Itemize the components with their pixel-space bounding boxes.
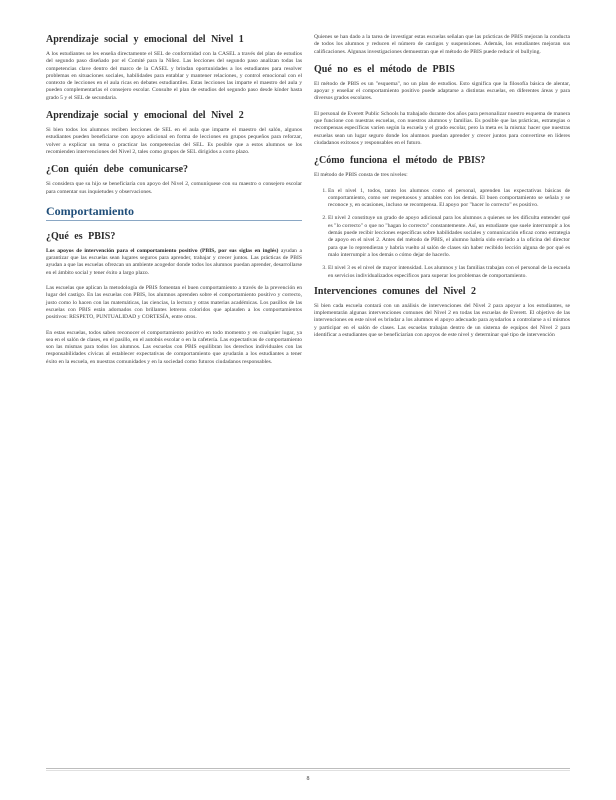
paragraph-three-tiers: El método de PBIS consta de tres niveles: (314, 172, 408, 179)
page-number: 8 (306, 776, 310, 782)
paragraph-sel-tier1: A los estudiantes se les enseña directamente el SEL de conformidad con la CASEL a través del plan de estudios del segundo paso diseñado por el Comité para la Niñez. Las lecciones del segundo paso analizan todas las competencias clave dentro del marco de la CASEL y brindan oportunidades a los estudiantes para resolver problemas en situaciones sociales, habilidades para entablar y mantener relaciones, y control emocional con el contexto de lecciones en el aula ricas en debates estudiantiles. Estas lecciones las imparte el maestro del aula y pueden complementarlas el consejero escolar. Consulte el plan de estudios del segundo paso desde kínder hasta grado 5 y el SEL de secundaria. (46, 51, 302, 101)
paragraph-contact: Si considera que su hijo se beneficiaría con apoyo del Nivel 2, comuníquese con su maestro o consejero escolar para comentar sus inquietudes y observaciones. (46, 181, 302, 195)
right-column (314, 34, 570, 347)
footer-divider (46, 768, 570, 769)
heading-what-is-pbis: ¿Qué es PBIS? (46, 230, 116, 242)
section-divider (46, 220, 302, 221)
heading-sel-tier1: Aprendizaje social y emocional del Nivel 1 (46, 34, 244, 45)
heading-how-pbis-works: ¿Cómo funciona el método de PBIS? (314, 155, 486, 167)
pbis-definition-text: ayudan a garantizar que las escuelas sean lugares seguros para aprender, trabajar y crecer juntos. Las prácticas de PBIS ayudan a que las escuelas ofrezcan un ambiente acogedor donde todos los alumnos puedan aprender, desarrollarse en el ámbito social y tener éxito a largo plazo. (46, 247, 302, 276)
paragraph-research: Quienes se han dado a la tarea de investigar estas escuelas señalan que las prácticas de PBIS mejoran la conducta de todos los alumnos y reducen el número de castigos y suspensiones. Además, los estudiantes mejoran sus calificaciones. Algunas investigaciones demuestran que el método de PBIS puede reducir el bullying. (314, 34, 570, 55)
paragraph-pbis-expectations: En estas escuelas, todos saben reconocer el comportamiento positivo en todo momento y en cualquier lugar, ya sea en el salón de clases, en el pasillo, en el autobús escolar o en la cafetería. Las expectativas de comportamiento son las mismas para todos los alumnos. Las escuelas con PBIS equilibran los derechos individuales con las responsabilidades cívicas al establecer expectativas de comportamiento que ayudarán a los estudiantes a tener éxito en la escuela, en nuestras comunidades y en la sociedad como futuros ciudadanos responsables. (46, 329, 302, 365)
paragraph-everett-staff: El personal de Everett Public Schools ha trabajado durante dos años para personalizar nuestro esquema de manera que funcione con nuestras escuelas, con nuestros alumnos y familias. Es posible que las prácticas, estrategias o recompensas específicas varíen según la escuela y el grado escolar, pero la meta es la misma: hacer que nuestras escuelas sean un lugar seguro donde los alumnos puedan aprender y crecer juntos para convertirse en líderes ciudadanos exitosos y responsables en el futuro. (314, 110, 570, 146)
left-column (46, 34, 302, 374)
paragraph-framework: El método de PBIS es un "esquema", no un plan de estudios. Esto significa que la filosofía básica de alentar, apoyar y enseñar el comportamiento positivo puede adaptarse a distintas escuelas, en diferentes áreas y para diversos grados escolares. (314, 80, 570, 102)
heading-tier2-interventions: Intervenciones comunes del Nivel 2 (314, 285, 476, 297)
heading-contact: ¿Con quién debe comunicarse? (46, 164, 189, 176)
list-item: 2. El nivel 2 constituye un grado de apoyo adicional para los alumnos a quienes se les dificulta entender qué es "lo correcto" o que no "hagan lo correcto" constantemente. Así, un estudiante que suele interrumpir a los demás puede recibir lecciones específicas sobre habilidades sociales y comunicación eficaz como estrategia de apoyo en el nivel 2. Antes del método de PBIS, el alumno habría sido enviado a la oficina del director para que lo reprendieran y habría vuelto al salón de clases sin haber recibido lección alguna de por qué es malo interrumpir a los demás o cómo dejar de hacerlo. (328, 215, 570, 259)
heading-sel-tier2: Aprendizaje social y emocional del Nivel 2 (46, 110, 244, 122)
footer-divider-secondary (46, 770, 570, 771)
list-item: 1. En el nivel 1, todos, tanto los alumnos como el personal, aprenden las expectativas básicas de comportamiento, como ser respetuosos y amables con los demás. El buen comportamiento se señala y se reconoce y, en ocasiones, incluso se recompensa. El apoyo por "hacer lo correcto" es positivo. (328, 188, 570, 210)
paragraph-pbis-intro (46, 248, 302, 277)
paragraph-tier2-interventions: Si bien cada escuela contará con un análisis de intervenciones del Nivel 2 para apoyar a los estudiantes, se implementarán algunas intervenciones comunes del Nivel 2 en todas las escuelas de Everett. El objetivo de las intervenciones en este nivel es brindar a los alumnos el apoyo adecuado para ayudarlos a controlarse a sí mismos y participar en el salón de clases. Las escuelas trabajan dentro de un sistema de equipos del Nivel 2 para identificar a estudiantes que se beneficiarían con apoyos de este nivel y determinar qué tipo de intervención (314, 302, 570, 339)
paragraph-pbis-schools: Las escuelas que aplican la metodología de PBIS fomentan el buen comportamiento a través de la prevención en lugar del castigo. En las escuelas con PBIS, los alumnos aprenden sobre el comportamiento positivo y correcto, justo como lo hacen con las matemáticas, las ciencias, la lectura y otras materias académicas. Los pasillos de las escuelas con PBIS están adornados con brillantes letreros coloridos que aplauden a los comportamientos positivos: RESPETO, PUNTUALIDAD y CORTESÍA, entre otros. (46, 285, 302, 321)
tier-list (314, 188, 570, 280)
paragraph-sel-tier2: Si bien todos los alumnos reciben lecciones de SEL en el aula que imparte el maestro del salón, algunos estudiantes pueden beneficiarse con apoyo adicional en forma de lecciones en grupos pequeños para reforzar, volver a explicar un tema o practicar las competencias del SEL. Es posible que a estos alumnos se los recomienden intervenciones del Nivel 2, tales como grupos de SEL dirigidos a corto plazo. (46, 127, 302, 155)
heading-what-pbis-is-not: Qué no es el método de PBIS (314, 63, 455, 75)
list-item: 3. El nivel 3 es el nivel de mayor intensidad. Los alumnos y las familias trabajan con el personal de la escuela en servicios individualizados específicos para superar los problemas de comportamiento. (328, 265, 570, 280)
section-title-behavior: Comportamiento (46, 203, 134, 218)
pbis-definition-bold: Los apoyos de intervención para el comportamiento positivo (PBIS, por sus siglas en inglés) (46, 247, 279, 254)
